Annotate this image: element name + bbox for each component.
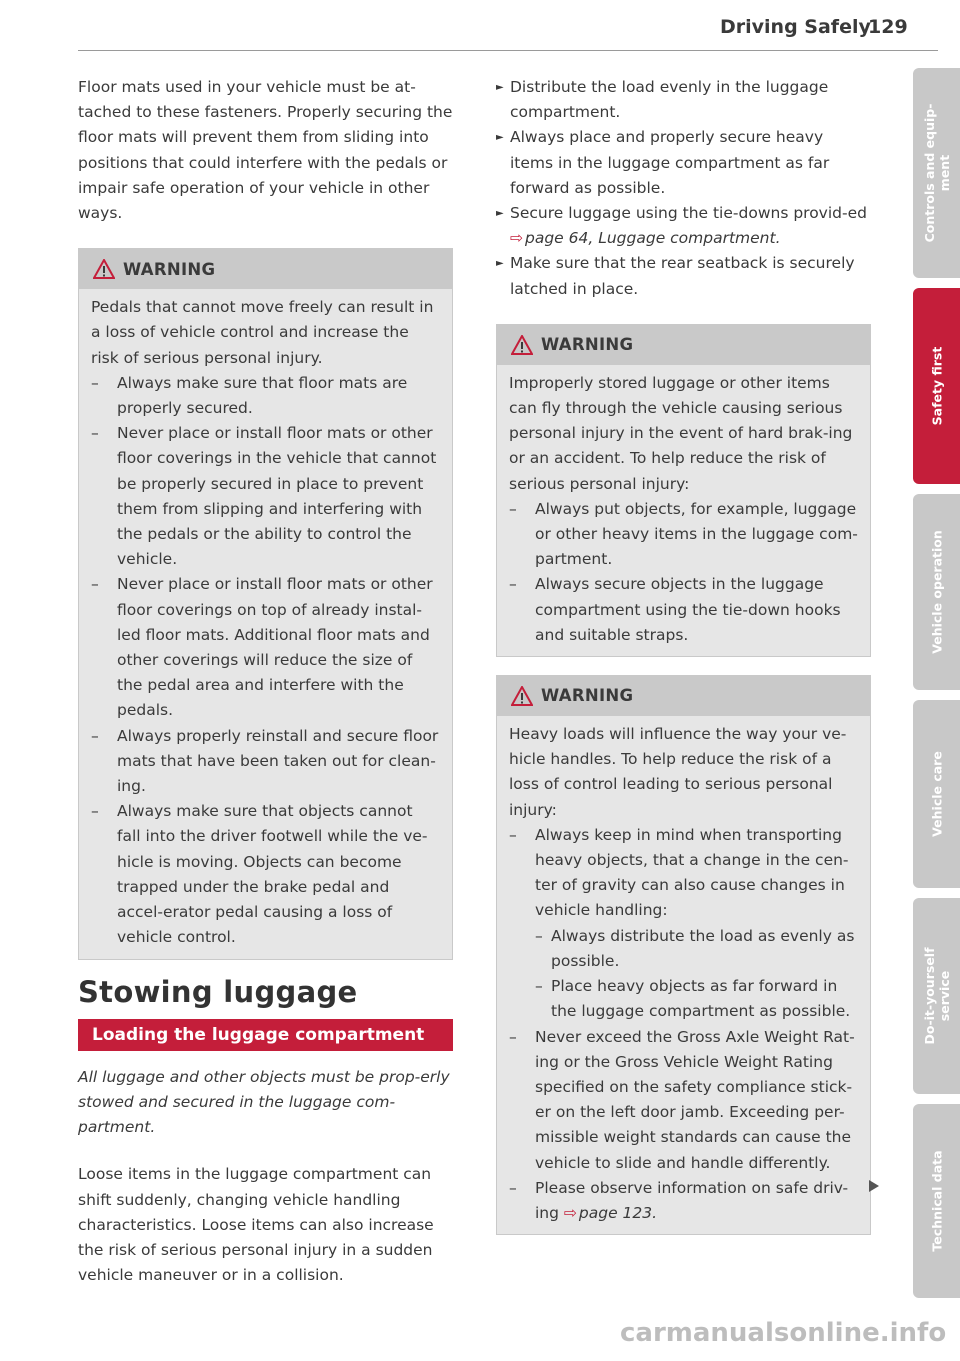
header-rule (78, 50, 938, 51)
warning-item: – Always properly reinstall and secure floor mats that have been taken out for clean-ing. (91, 724, 440, 800)
warning-item: – Always keep in mind when transporting heavy objects, that a change in the cen-ter of gravity can also cause changes in vehicle handling: – Always distribute the load as evenly as possible. – Place heavy objects as far forward in the luggage compartment as possible. (509, 823, 858, 1025)
warning-lead: Pedals that cannot move freely can result in a loss of vehicle control and increase the risk of serious personal injury. (91, 298, 434, 367)
warning-triangle-icon (93, 259, 115, 279)
subsection-intro: All luggage and other objects must be prop-erly stowed and secured in the luggage com-partment. (78, 1067, 450, 1137)
instruction-item: ► Distribute the load evenly in the luggage compartment. (496, 75, 871, 125)
instruction-item: ► Always place and properly secure heavy items in the luggage compartment as far forward as possible. (496, 125, 871, 201)
subsection-heading: Loading the luggage compartment (78, 1019, 453, 1051)
warning-box-pedals (78, 248, 453, 959)
warning-header (497, 676, 870, 716)
warning-item: – Please observe information on safe driv-ing ⇨ page 123. (509, 1176, 858, 1226)
warning-item: – Always make sure that objects cannot fall into the driver footwell while the ve-hicle is moving. Objects can become trapped under the brake pedal and accel-erator pedal causing a loss of vehicle control. (91, 799, 440, 950)
instruction-item: ► Make sure that the rear seatback is securely latched in place. (496, 251, 871, 301)
warning-header (79, 249, 452, 289)
warning-lead: Heavy loads will influence the way your ve-hicle handles. To help reduce the risk of a loss of control leading to serious personal injury: (509, 725, 847, 819)
reference-arrow-icon: ⇨ (510, 229, 523, 248)
warning-item: – Always put objects, for example, luggage or other heavy items in the luggage com-partment. (509, 497, 858, 573)
warning-subitem: – Always distribute the load as evenly as possible. (535, 924, 858, 974)
warning-label: WARNING (541, 335, 634, 355)
tab-vehicle-care[interactable]: Vehicle care (913, 700, 960, 888)
instruction-list (496, 75, 871, 302)
page-number: 129 (868, 16, 908, 38)
warning-box-luggage (496, 324, 871, 657)
reference-arrow-icon: ⇨ (563, 1203, 577, 1222)
left-column (78, 75, 453, 1310)
warning-list (91, 371, 440, 951)
watermark: carmanualsonline.info (620, 1318, 947, 1348)
tab-controls-and-equipment[interactable]: Controls and equip- ment (913, 68, 960, 278)
right-column (496, 75, 871, 1253)
warning-box-heavy-loads (496, 675, 871, 1235)
warning-list (509, 497, 858, 648)
page-reference-link[interactable]: ⇨ page 64, Luggage compartment. (510, 229, 781, 248)
warning-lead: Improperly stored luggage or other items can fly through the vehicle causing serious personal injury in the event of hard brak-ing or an accident. To help reduce the risk of serious personal injury: (509, 373, 853, 493)
warning-item: – Never exceed the Gross Axle Weight Rat-ing or the Gross Vehicle Weight Rating specified on the safety compliance stick-er on the left door jamb. Exceeding per-missible weight standards can cause the vehicle to slide and handle differently. (509, 1025, 858, 1176)
page-header-title: Driving Safely (720, 16, 871, 38)
floor-mat-paragraph: Floor mats used in your vehicle must be at-tached to these fasteners. Properly securing the floor mats will prevent them from sliding into positions that could interfere with the pedals or impair safe operation of your vehicle in other ways. (78, 78, 453, 223)
tab-safety-first[interactable]: Safety first (913, 288, 960, 484)
page-reference-link[interactable]: ⇨ page 123. (563, 1203, 658, 1222)
instruction-item: ► Secure luggage using the tie-downs provid-ed ⇨ page 64, Luggage compartment. (496, 201, 871, 251)
loose-items-paragraph: Loose items in the luggage compartment can shift suddenly, changing vehicle handling characteristics. Loose items can also increase the risk of serious personal injury in a sudden vehicle maneuver or in a collision. (78, 1165, 434, 1285)
warning-header (497, 325, 870, 365)
tab-vehicle-operation[interactable]: Vehicle operation (913, 494, 960, 690)
warning-list (509, 823, 858, 1226)
warning-item: – Never place or install floor mats or other floor coverings on top of already instal-led floor mats. Additional floor mats and other coverings will reduce the size of the pedal area and interfere with the pedals. (91, 572, 440, 723)
warning-sublist (535, 924, 858, 1025)
tab-technical-data[interactable]: Technical data (913, 1104, 960, 1298)
warning-subitem: – Place heavy objects as far forward in the luggage compartment as possible. (535, 974, 858, 1024)
warning-triangle-icon (511, 335, 533, 355)
warning-triangle-icon (511, 686, 533, 706)
warning-label: WARNING (541, 686, 634, 706)
tab-do-it-yourself-service[interactable]: Do-it-yourself service (913, 898, 960, 1094)
warning-item: – Never place or install floor mats or other floor coverings in the vehicle that cannot be properly secured in place to prevent them from slipping and interfering with the pedals or the ability to control the vehicle. (91, 421, 440, 572)
warning-item: – Always make sure that floor mats are properly secured. (91, 371, 440, 421)
section-heading: Stowing luggage (78, 974, 358, 1009)
warning-label: WARNING (123, 259, 216, 279)
warning-item: – Always secure objects in the luggage compartment using the tie-down hooks and suitable straps. (509, 572, 858, 648)
continue-arrow-icon (869, 1180, 879, 1192)
